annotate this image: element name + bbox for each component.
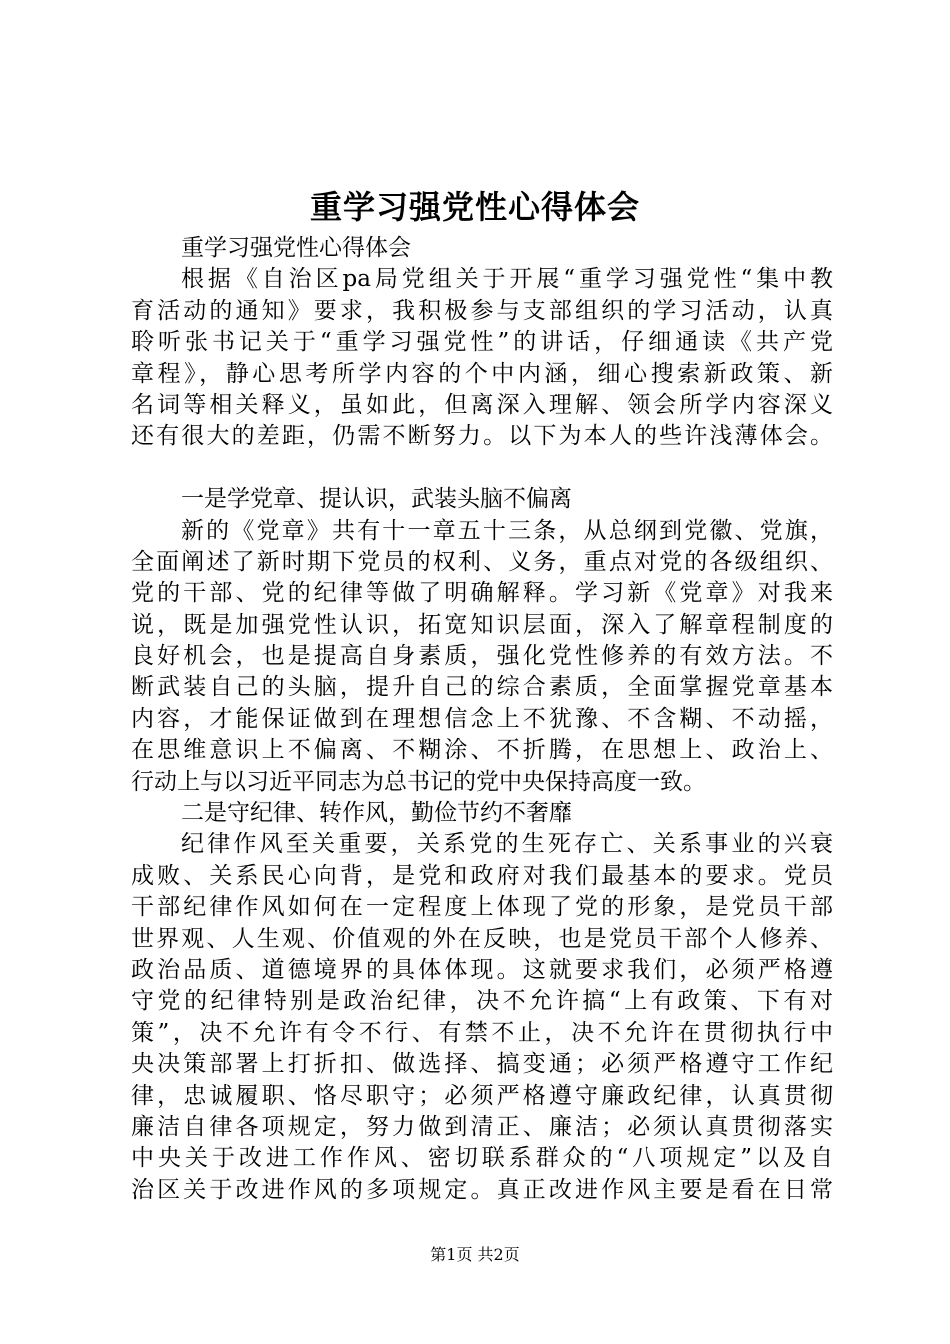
paragraph-first-line: 重学习强党性心得体会: [181, 235, 411, 261]
paragraph-line: 行动上与以习近平同志为总书记的党中央保持高度一致。: [131, 768, 706, 795]
paragraph-line: 名词等相关释义，虽如此，但离深入理解、领会所学内容深义: [131, 391, 833, 418]
paragraph-line: 育活动的通知》要求，我积极参与支部组织的学习活动，认真: [131, 297, 833, 324]
paragraph-first-line: 二是守纪律、转作风，勤俭节约不奢靡: [181, 800, 572, 827]
paragraph-line: 全面阐述了新时期下党员的权利、义务，重点对党的各级组织、: [131, 548, 833, 575]
paragraph-line: 治区关于改进作风的多项规定。真正改进作风主要是看在日常: [131, 1176, 833, 1203]
paragraph-line: 内容，才能保证做到在理想信念上不犹豫、不含糊、不动摇，: [131, 705, 833, 732]
paragraph-line: 干部纪律作风如何在一定程度上体现了党的形象，是党员干部: [131, 894, 833, 921]
paragraph-line: 守党的纪律特别是政治纪律，决不允许搞“上有政策、下有对: [131, 988, 833, 1015]
paragraph-line: 策”，决不允许有令不行、有禁不止，决不允许在贯彻执行中: [131, 1019, 833, 1046]
document-title: 重学习强党性心得体会: [309, 188, 640, 226]
paragraph-line: 聆听张书记关于“重学习强党性”的讲话，仔细通读《共产党: [131, 329, 833, 356]
paragraph-line: 政治品质、道德境界的具体体现。这就要求我们，必须严格遵: [131, 956, 833, 983]
blank-line: [131, 453, 833, 484]
paragraph-line: 世界观、人生观、价值观的外在反映，也是党员干部个人修养、: [131, 925, 833, 952]
paragraph-line: 中央关于改进工作作风、密切联系群众的“八项规定”以及自: [131, 1145, 833, 1172]
paragraph-first-line: 新的《党章》共有十一章五十三条，从总纲到党徽、党旗，: [181, 517, 833, 544]
paragraph-line: 说，既是加强党性认识，拓宽知识层面，深入了解章程制度的: [131, 611, 833, 638]
page-footer: 第1页 共2页: [430, 1245, 520, 1264]
paragraph-line: 党的干部、党的纪律等做了明确解释。学习新《党章》对我来: [131, 580, 833, 607]
paragraph-line: 章程》，静心思考所学内容的个中内涵，细心搜索新政策、新: [131, 360, 833, 387]
paragraph-line: 央决策部署上打折扣、做选择、搞变通；必须严格遵守工作纪: [131, 1051, 833, 1078]
document-body: [131, 233, 833, 1206]
paragraph-first-line: 一是学党章、提认识，武装头脑不偏离: [181, 486, 572, 513]
paragraph-first-line: 根据《自治区pa局党组关于开展“重学习强党性“集中教: [181, 266, 833, 293]
paragraph-first-line: 纪律作风至关重要，关系党的生死存亡、关系事业的兴衰: [181, 831, 833, 858]
paragraph-line: 在思维意识上不偏离、不糊涂、不折腾，在思想上、政治上、: [131, 737, 833, 764]
paragraph-line: 成败、关系民心向背，是党和政府对我们最基本的要求。党员: [131, 862, 833, 889]
paragraph-line: 律，忠诚履职、恪尽职守；必须严格遵守廉政纪律，认真贯彻: [131, 1082, 833, 1109]
paragraph-line: 还有很大的差距，仍需不断努力。以下为本人的些许浅薄体会。: [131, 423, 833, 450]
paragraph-line: 断武装自己的头脑，提升自己的综合素质，全面掌握党章基本: [131, 674, 833, 701]
paragraph-line: 廉洁自律各项规定，努力做到清正、廉洁；必须认真贯彻落实: [131, 1113, 833, 1140]
paragraph-line: 良好机会，也是提高自身素质，强化党性修养的有效方法。不: [131, 643, 833, 670]
